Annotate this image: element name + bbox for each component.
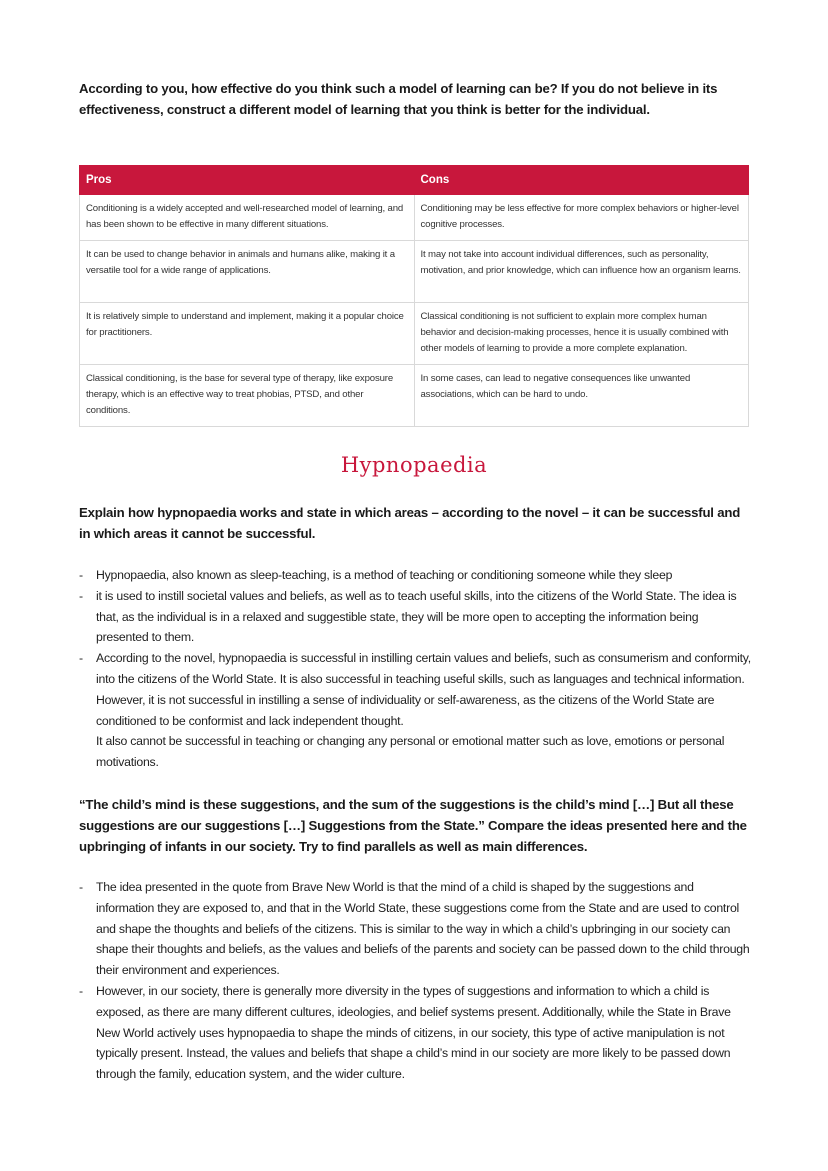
table-cell-con: Classical conditioning is not sufficient to explain more complex human behavior and decision-making processes, hence it is usually combined with other models of learning to provide a more complete explanation. [414, 303, 749, 365]
list-item-text: However, in our society, there is generally more diversity in the types of suggestions and information to which a child is exposed, as there are many different cultures, ideologies, and belief systems present. Additionally, while the State in Brave New World actively uses hypnopaedia to shape the minds of citizens, in our society, this type of active manipulation is not typically present. Instead, the values and beliefs that shape a child’s mind in our society are more likely to be passed down through the family, education system, and the wider culture. [96, 983, 731, 1082]
list-item [79, 648, 751, 773]
question-hypnopaedia: Explain how hypnopaedia works and state in which areas – according to the novel – it can be successful and in which areas it cannot be successful. [79, 505, 741, 541]
table-row [80, 195, 749, 241]
list-item-continuation: It also cannot be successful in teaching or changing any personal or emotional matter such as love, emotions or personal motivations. [96, 734, 725, 770]
table-row [80, 303, 749, 365]
comparison-answer-list [79, 877, 751, 1085]
question-effectiveness: According to you, how effective do you think such a model of learning can be? If you do not believe in its effectiveness, construct a different model of learning that you think is better for the individual. [79, 81, 718, 117]
header-pros: Pros [80, 166, 415, 195]
pros-cons-table [79, 165, 749, 427]
table-cell-pro: Classical conditioning, is the base for several type of therapy, like exposure therapy, which is an effective way to treat phobias, PTSD, and other conditions. [80, 365, 415, 427]
list-item-text: it is used to instill societal values and beliefs, as well as to teach useful skills, into the citizens of the World State. The idea is that, as the individual is in a relaxed and suggestible state, they will be more open to accepting the information being presented to them. [96, 588, 737, 645]
hypnopaedia-answer-list [79, 565, 751, 773]
list-item-text: According to the novel, hypnopaedia is successful in instilling certain values and beliefs, such as consumerism and conformity, into the citizens of the World State. It is also successful in teaching useful skills, such as languages and technical information. However, it is not successful in instilling a sense of individuality or self-awareness, as the citizens of the World State are conditioned to be conformist and lack independent thought. [96, 651, 751, 728]
bullet-marker: - [79, 568, 83, 582]
table-cell-con: In some cases, can lead to negative consequences like unwanted associations, which can be hard to undo. [414, 365, 749, 427]
table-cell-pro: Conditioning is a widely accepted and well-researched model of learning, and has been shown to be effective in many different situations. [80, 195, 415, 241]
list-item [79, 981, 751, 1085]
table-cell-pro: It can be used to change behavior in animals and humans alike, making it a versatile tool for a wide range of applications. [80, 241, 415, 303]
table-row [80, 365, 749, 427]
list-item [79, 877, 751, 981]
question-child-mind-quote: “The child’s mind is these suggestions, and the sum of the suggestions is the child’s mind […] But all these suggestions are our suggestions […] Suggestions from the State.” Compare the ideas presented here and the upbringing of infants in our society. Try to find parallels as well as main differences. [79, 797, 747, 854]
table-row [80, 241, 749, 303]
table-cell-con: It may not take into account individual differences, such as personality, motivation, and prior knowledge, which can influence how an organism learns. [414, 241, 749, 303]
list-item-text: Hypnopaedia, also known as sleep-teaching, is a method of teaching or conditioning someone while they sleep [96, 568, 673, 582]
bullet-marker: - [79, 651, 83, 666]
list-item-text: The idea presented in the quote from Brave New World is that the mind of a child is shaped by the suggestions and information they are exposed to, and that in the World State, these suggestions come from the State and are used to control and shape the thoughts and beliefs of the citizens. This is similar to the way in which a child’s upbringing in our society can shape their thoughts and beliefs, as the values and beliefs of the parents and society can be passed down to the child through their environment and experiences. [96, 880, 750, 978]
bullet-marker: - [79, 983, 83, 998]
bullet-marker: - [79, 588, 83, 603]
header-cons: Cons [414, 166, 749, 195]
section-title-hypnopaedia: Hypnopaedia [340, 453, 488, 477]
list-item [79, 586, 751, 648]
list-item [79, 565, 751, 586]
bullet-marker: - [79, 880, 83, 894]
table-cell-pro: It is relatively simple to understand and implement, making it a popular choice for practitioners. [80, 303, 415, 365]
table-header-row [80, 166, 749, 195]
table-cell-con: Conditioning may be less effective for more complex behaviors or higher-level cognitive processes. [414, 195, 749, 241]
